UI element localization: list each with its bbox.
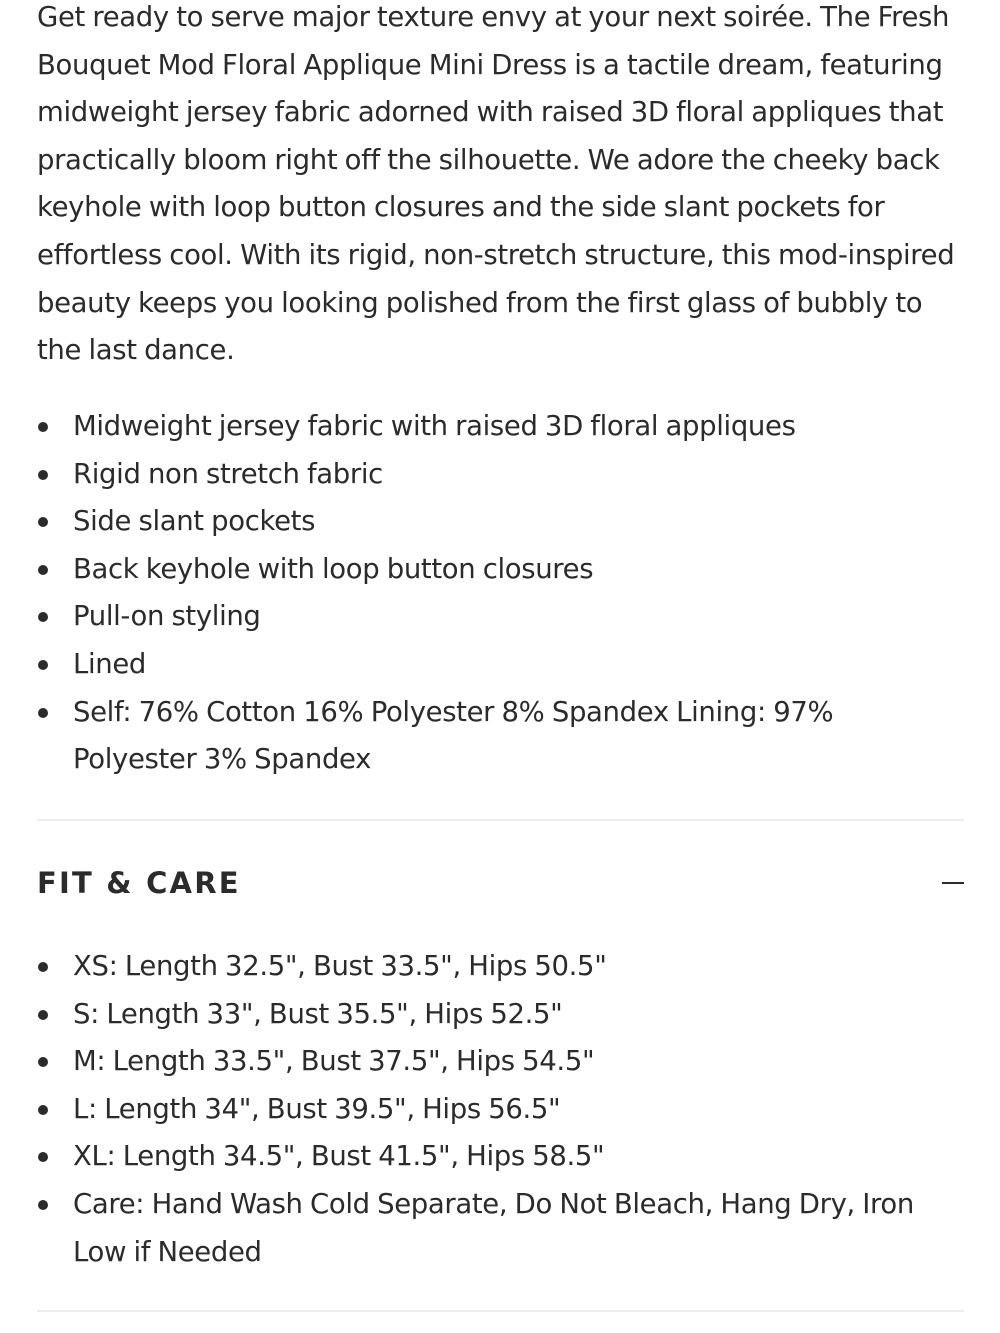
list-item: Midweight jersey fabric with raised 3D floral appliques bbox=[37, 403, 937, 451]
feature-list bbox=[37, 403, 937, 784]
list-item: Lined bbox=[37, 641, 937, 689]
list-item: Care: Hand Wash Cold Separate, Do Not Bleach, Hang Dry, Iron Low if Needed bbox=[37, 1181, 937, 1276]
section-divider bbox=[37, 1310, 964, 1312]
list-item: S: Length 33", Bust 35.5", Hips 52.5" bbox=[37, 991, 937, 1039]
list-item: XL: Length 34.5", Bust 41.5", Hips 58.5" bbox=[37, 1133, 937, 1181]
list-item: Self: 76% Cotton 16% Polyester 8% Spandex Lining: 97% Polyester 3% Spandex bbox=[37, 689, 937, 784]
section-divider bbox=[37, 819, 964, 821]
minus-icon[interactable] bbox=[942, 872, 964, 894]
list-item: Side slant pockets bbox=[37, 498, 937, 546]
list-item: M: Length 33.5", Bust 37.5", Hips 54.5" bbox=[37, 1038, 937, 1086]
product-description: Get ready to serve major texture envy at your next soirée. The Fresh Bouquet Mod Floral Applique Mini Dress is a tactile dream, featuring midweight jersey fabric adorned with raised 3D floral appliques that practically bloom right off the silhouette. We adore the cheeky back keyhole with loop button closures and the side slant pockets for effortless cool. With its rigid, non-stretch structure, this mod-inspired beauty keeps you looking polished from the first glass of bubbly to the last dance. bbox=[37, 1, 955, 367]
section-title: FIT & CARE bbox=[37, 866, 241, 900]
fit-care-list bbox=[37, 943, 937, 1276]
list-item: L: Length 34", Bust 39.5", Hips 56.5" bbox=[37, 1086, 937, 1134]
fit-care-accordion-header[interactable] bbox=[37, 858, 964, 908]
list-item: Rigid non stretch fabric bbox=[37, 451, 937, 499]
list-item: Pull-on styling bbox=[37, 593, 937, 641]
list-item: XS: Length 32.5", Bust 33.5", Hips 50.5" bbox=[37, 943, 937, 991]
list-item: Back keyhole with loop button closures bbox=[37, 546, 937, 594]
